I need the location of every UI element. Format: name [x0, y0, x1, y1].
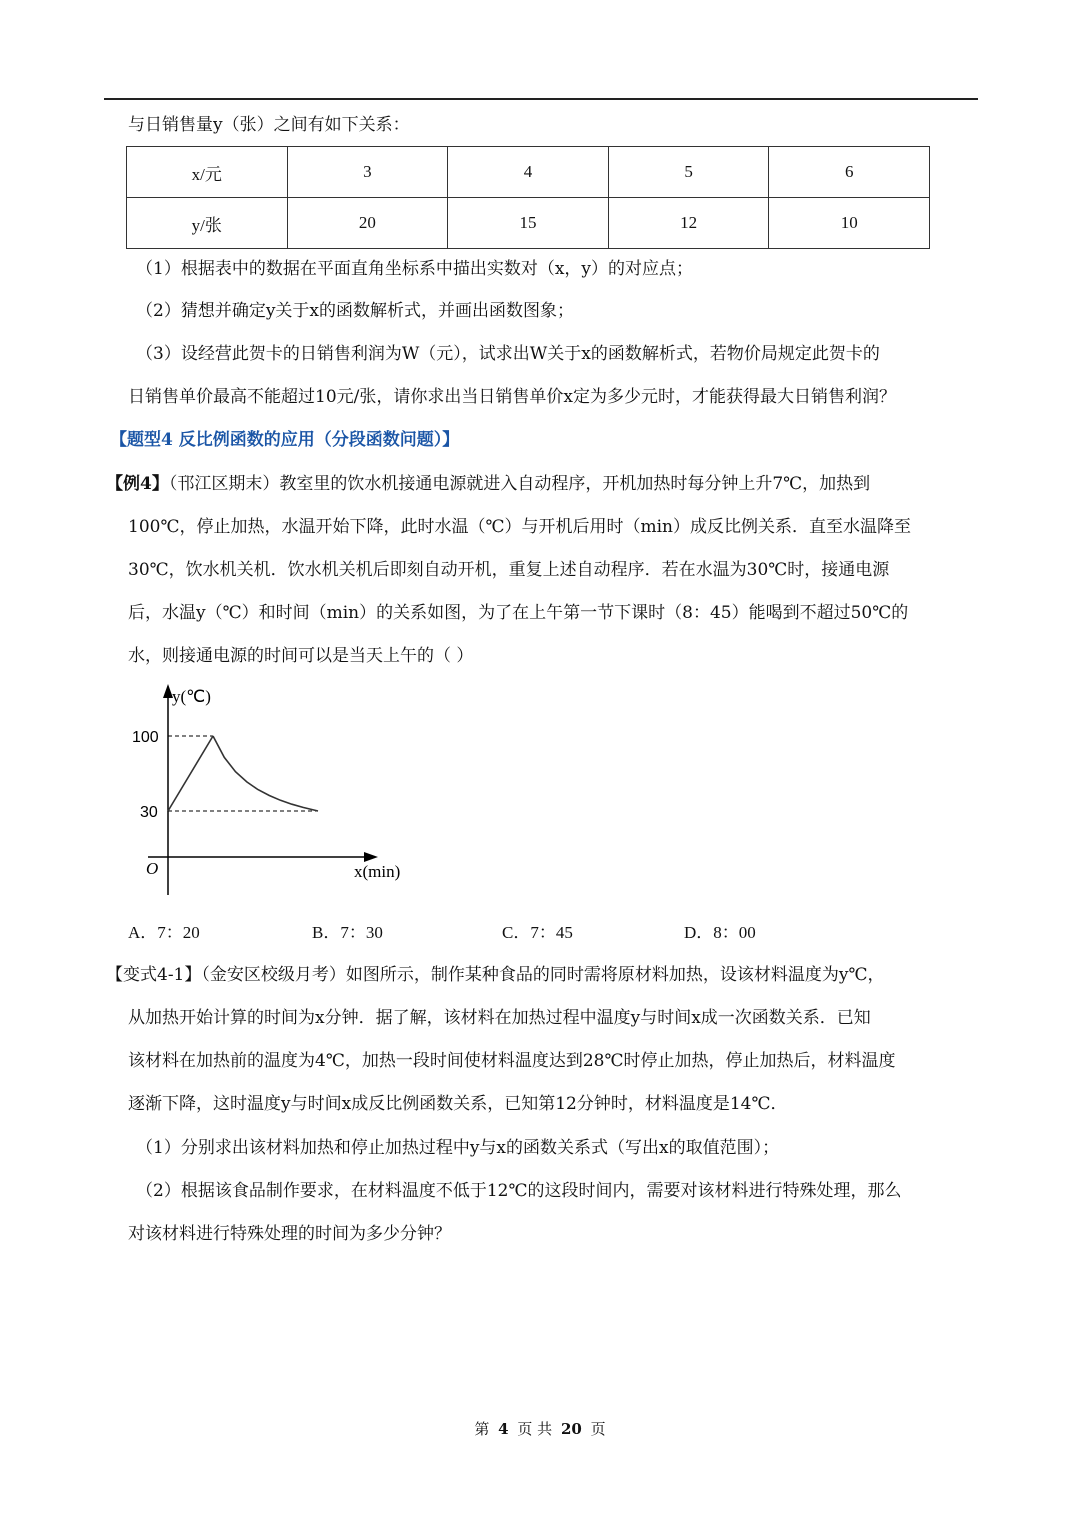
x-axis-label: x(min) [354, 862, 401, 881]
table-cell: 5 [608, 147, 769, 198]
section-heading: 【题型4 反比例函数的应用（分段函数问题）】 [110, 430, 460, 450]
question-3-line-1: （3）设经营此贺卡的日销售利润为W（元），试求出W关于x的函数解析式，若物价局规定此贺卡的 [136, 344, 880, 364]
table-cell: 15 [448, 198, 609, 249]
example-line-2: 100℃，停止加热，水温开始下降，此时水温（℃）与开机后用时（min）成反比例关系．直至水温降至 [128, 517, 911, 537]
heating-series-line [168, 736, 213, 811]
example-line-4: 后，水温y（℃）和时间（min）的关系如图，为了在上午第一节下课时（8：45）能喝到不超过50℃的 [128, 603, 909, 623]
table-cell: 20 [287, 198, 448, 249]
table-cell: 3 [287, 147, 448, 198]
footer-mid: 页 共 [517, 1420, 553, 1438]
variant-line-1 [106, 962, 885, 988]
table-cell: 12 [608, 198, 769, 249]
temperature-time-chart [128, 680, 418, 900]
table-cell: 4 [448, 147, 609, 198]
variant-label: 【变式4-1】 [106, 965, 202, 985]
variant-question-1: （1）分别求出该材料加热和停止加热过程中y与x的函数关系式（写出x的取值范围）； [136, 1138, 780, 1158]
variant-line-2: 从加热开始计算的时间为x分钟．据了解，该材料在加热过程中温度y与时间x成一次函数关系．已知 [128, 1008, 871, 1028]
table-header-cell: y/张 [127, 198, 288, 249]
question-3-line-2: 日销售单价最高不能超过10元/张，请你求出当日销售单价x定为多少元时，才能获得最大日销售利润？ [128, 387, 896, 407]
footer-suffix: 页 [590, 1420, 606, 1438]
table-cell: 10 [769, 198, 930, 249]
option-c: C．7：45 [502, 923, 573, 942]
example-label: 【例4】 [106, 474, 169, 494]
table-row [127, 147, 930, 198]
answer-options [128, 918, 888, 944]
example-text: （邗江区期末）教室里的饮水机接通电源就进入自动程序，开机加热时每分钟上升7℃，加热到 [168, 474, 871, 494]
variant-question-2-line-1: （2）根据该食品制作要求，在材料温度不低于12℃的这段时间内，需要对该材料进行特殊处理，那么 [136, 1181, 902, 1201]
footer-prefix: 第 [474, 1420, 490, 1438]
table-cell: 6 [769, 147, 930, 198]
question-2: （2）猜想并确定y关于x的函数解析式，并画出函数图象； [136, 301, 575, 321]
y-tick-label-100: 100 [132, 729, 159, 746]
variant-line-4: 逐渐下降，这时温度y与时间x成反比例函数关系，已知第12分钟时，材料温度是14℃． [128, 1094, 788, 1114]
option-d: D．8：00 [684, 923, 756, 942]
y-tick-label-30: 30 [140, 804, 158, 821]
price-sales-table [126, 146, 930, 249]
y-axis-label: y(℃) [172, 687, 211, 706]
example-line-5: 水，则接通电源的时间可以是当天上午的（ ） [128, 646, 474, 666]
page-footer [0, 1418, 1080, 1439]
table-row [127, 198, 930, 249]
header-rule [104, 98, 978, 100]
origin-label: O [146, 859, 159, 878]
footer-page-number: 4 [498, 1420, 509, 1438]
cooling-series-line [213, 736, 318, 811]
example-line-1 [106, 471, 870, 497]
variant-text: （金安区校级月考）如图所示，制作某种食品的同时需将原材料加热，设该材料温度为y℃， [201, 965, 885, 985]
intro-line: 与日销售量y（张）之间有如下关系： [128, 115, 410, 135]
variant-line-3: 该材料在加热前的温度为4℃，加热一段时间使材料温度达到28℃时停止加热，停止加热后，材料温度 [128, 1051, 896, 1071]
question-1: （1）根据表中的数据在平面直角坐标系中描出实数对（x，y）的对应点； [136, 259, 694, 279]
x-axis-arrow-icon [364, 852, 378, 862]
option-b: B．7：30 [312, 923, 383, 942]
variant-question-2-line-2: 对该材料进行特殊处理的时间为多少分钟？ [128, 1224, 451, 1244]
example-line-3: 30℃，饮水机关机．饮水机关机后即刻自动开机，重复上述自动程序．若在水温为30℃时，接通电源 [128, 560, 890, 580]
footer-total-pages: 20 [560, 1420, 582, 1438]
option-a: A．7：20 [128, 923, 200, 942]
table-header-cell: x/元 [127, 147, 288, 198]
